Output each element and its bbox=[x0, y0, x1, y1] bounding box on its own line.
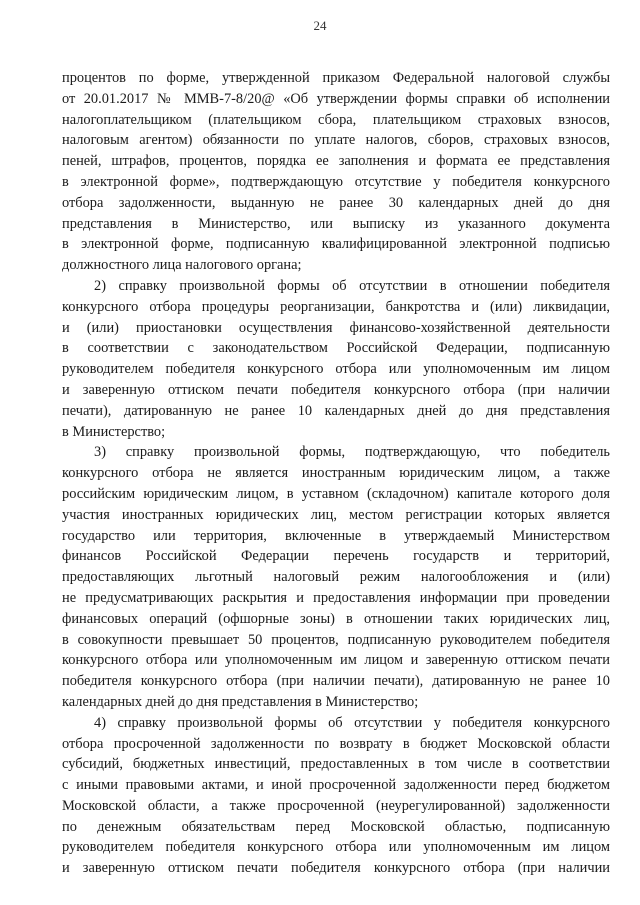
text-line: финансовых операций (офшорные зоны) в отношении таких юридических лиц, bbox=[62, 610, 610, 627]
text-line: в электронной форме, подписанную квалифицированной электронной подписью bbox=[62, 236, 610, 253]
text-line: и заверенную оттиском печати победителя конкурсного отбора (при наличии bbox=[62, 381, 610, 398]
text-line: 4) справку произвольной формы об отсутствии у победителя конкурсного bbox=[94, 714, 610, 731]
page-number: 24 bbox=[313, 18, 327, 33]
text-line: налоговым агентом) обязанности по уплате налогов, сборов, страховых взносов, bbox=[62, 132, 610, 149]
text-line: конкурсного отбора процедуры реорганизации, банкротства и (или) ликвидации, bbox=[62, 298, 610, 315]
text-line: 2) справку произвольной формы об отсутствии в отношении победителя bbox=[94, 277, 610, 294]
text-line: должностного лица налогового органа; bbox=[62, 257, 302, 274]
text-line: субсидий, бюджетных инвестиций, предоставленных в том числе в соответствии bbox=[62, 756, 610, 773]
text-line: Московской области, а также просроченной (неурегулированной) задолженности bbox=[62, 797, 610, 814]
text-line: участия иностранных юридических лиц, местом регистрации которых является bbox=[62, 506, 610, 523]
text-line: финансов Российской Федерации перечень государств и территорий, bbox=[62, 548, 610, 565]
text-line: конкурсного отбора или уполномоченным им лицом и заверенную оттиском печати bbox=[62, 652, 610, 669]
text-line: 3) справку произвольной формы, подтверждающую, что победитель bbox=[94, 444, 610, 461]
text-line: руководителем победителя конкурсного отбора или уполномоченным им лицом bbox=[62, 361, 610, 378]
text-line: и заверенную оттиском печати победителя конкурсного отбора (при наличии bbox=[62, 860, 610, 877]
text-line: в соответствии с законодательством Российской Федерации, подписанную bbox=[62, 340, 610, 357]
text-line: конкурсного отбора не является иностранным юридическим лицом, а также bbox=[62, 465, 610, 482]
text-line: в совокупности превышает 50 процентов, подписанную руководителем победителя bbox=[62, 631, 610, 648]
text-line: российским юридическим лицом, в уставном (складочном) капитале которого доля bbox=[62, 485, 610, 502]
text-line: в электронной форме», подтверждающую отсутствие у победителя конкурсного bbox=[62, 173, 610, 190]
body-text bbox=[62, 68, 610, 879]
text-line: процентов по форме, утвержденной приказом Федеральной налоговой службы bbox=[62, 70, 610, 86]
text-line: и (или) приостановки осуществления финансово-хозяйственной деятельности bbox=[62, 319, 610, 336]
text-line: налогоплательщиком (плательщиком сбора, плательщиком страховых взносов, bbox=[62, 111, 610, 128]
text-line: победителя конкурсного отбора (при наличии печати), датированную не ранее 10 bbox=[62, 673, 610, 690]
text-line: отбора просроченной задолженности по возврату в бюджет Московской области bbox=[62, 735, 610, 752]
text-line: с иными правовыми актами, и иной просроченной задолженности перед бюджетом bbox=[62, 777, 610, 794]
text-line: от 20.01.2017 № ММВ-7-8/20@ «Об утверждении формы справки об исполнении bbox=[62, 90, 610, 107]
text-line: пеней, штрафов, процентов, порядка ее заполнения и формата ее представления bbox=[62, 153, 610, 170]
text-line: представления в Министерство, или выписку из указанного документа bbox=[62, 215, 610, 232]
text-line: календарных дней до дня представления в Министерство; bbox=[62, 693, 419, 710]
text-line: не предусматривающих раскрытия и предоставления информации при проведении bbox=[62, 589, 610, 606]
text-line: руководителем победителя конкурсного отбора или уполномоченным им лицом bbox=[62, 839, 610, 856]
text-line: государство или территория, включенные в утверждаемый Министерством bbox=[62, 527, 610, 544]
text-line: отбора задолженности, выданную не ранее 30 календарных дней до дня bbox=[62, 194, 610, 211]
text-line: печати), датированную не ранее 10 календарных дней до дня представления bbox=[62, 402, 610, 419]
text-line: предоставляющих льготный налоговый режим налогообложения и (или) bbox=[62, 569, 610, 586]
text-line: по денежным обязательствам перед Московской областью, подписанную bbox=[62, 818, 610, 835]
text-line: в Министерство; bbox=[62, 423, 166, 440]
